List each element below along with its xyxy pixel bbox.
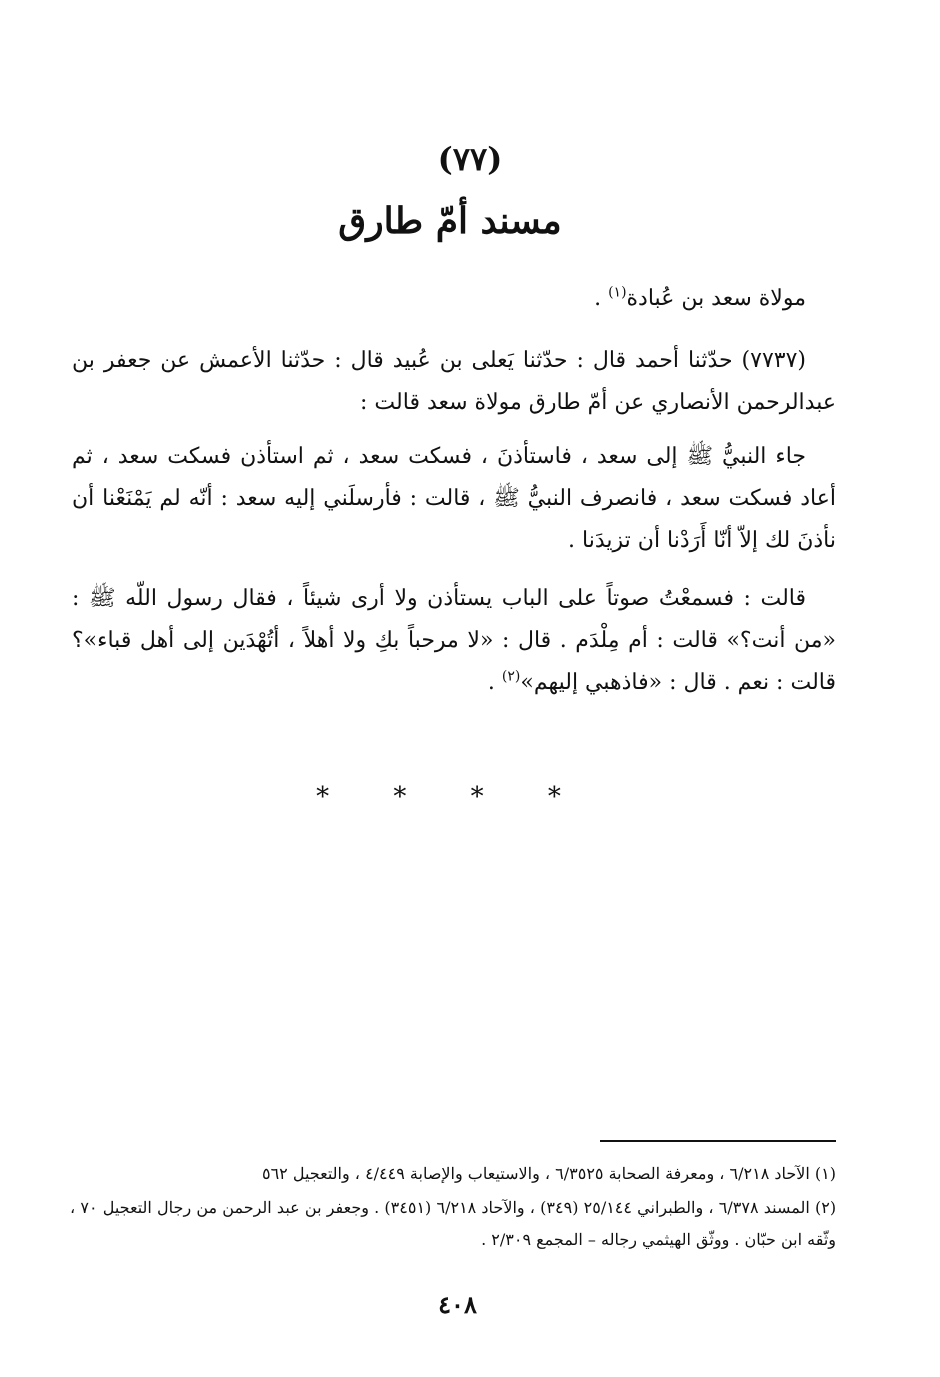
paragraph-text: (٧٧٣٧) حدّثنا أحمد قال : حدّثنا يَعلى بن عُبيد قال : حدّثنا الأعمش عن جعفر بن عبدالرحمن الأنصاري عن أمّ طارق مولاة سعد قالت : — [72, 348, 836, 415]
chapter-title: مسند أمّ طارق — [338, 200, 562, 242]
intro-end: . — [594, 286, 609, 311]
hadith-isnad-paragraph — [72, 340, 836, 424]
footnote-2: (٢) المسند ٦/٣٧٨ ، والطبراني ٢٥/١٤٤ (٣٤٩) ، والآحاد ٦/٢١٨ (٣٤٥١) . وجعفر بن عبد الرحمن من رجال التعجيل ٧٠ ، وثّقه ابن حبّان . ووثّق الهيثمي رجاله – المجمع ٢/٣٠٩ . — [70, 1198, 837, 1249]
hadith-continuation-paragraph — [72, 578, 836, 704]
paragraph-text: قالت : فسمعْتُ صوتاً على الباب يستأذن ولا أرى شيئاً ، فقال رسول اللّه ﷺ : «من أنت؟» قالت : أم مِلْدَم . قال : «لا مرحباً بكِ ولا أهلاً ، أتُهْدَين إلى أهل قباء»؟ قالت : نعم . قال : «فاذهبي إليهم» — [72, 586, 836, 695]
footnote-divider — [600, 1140, 836, 1142]
intro-text: مولاة سعد بن عُبادة — [626, 286, 806, 311]
chapter-number: (٧٧) — [437, 140, 503, 178]
footnote-ref-1: (١) — [608, 284, 627, 301]
paragraph-end: . — [487, 670, 502, 695]
paragraph-text: جاء النبيُّ ﷺ إلى سعد ، فاستأذنَ ، فسكت سعد ، ثم استأذن فسكت سعد ، ثم أعاد فسكت سعد ، فانصرف النبيُّ ﷺ ، قالت : فأرسلَني إليه سعد : أنّه لم يَمْنَعْنا أن نأذنَ لك إلاّ أنّا أَرَدْنا أن تزيدَنا . — [72, 444, 836, 553]
section-separator: * * * * — [316, 782, 589, 812]
intro-line — [72, 278, 836, 320]
footnote-ref-2: (٢) — [501, 668, 521, 685]
hadith-matn-paragraph — [72, 436, 836, 562]
footnotes — [70, 1158, 836, 1258]
page-number: ٤٠٨ — [438, 1290, 477, 1319]
footnote-1: (١) الآحاد ٦/٢١٨ ، ومعرفة الصحابة ٦/٣٥٢٥ ، والاستيعاب والإصابة ٤/٤٤٩ ، والتعجيل ٥٦٢ — [261, 1164, 836, 1183]
